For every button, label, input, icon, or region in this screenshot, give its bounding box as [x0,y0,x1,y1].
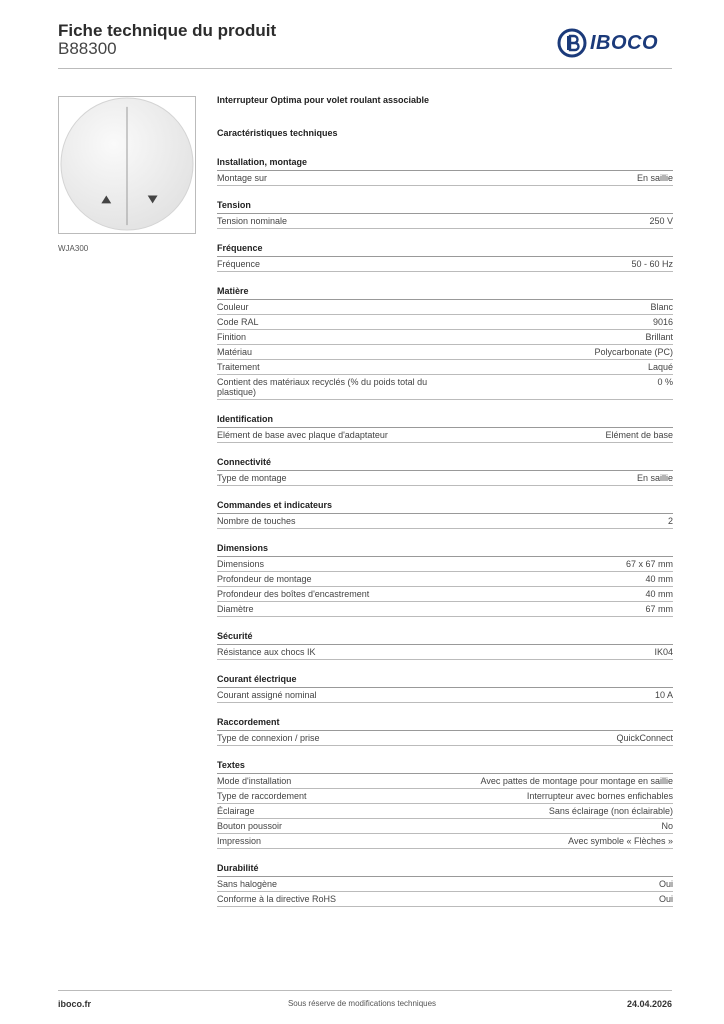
spec-label: Sans halogène [217,879,278,889]
spec-row [217,602,673,617]
section-title: Matière [217,286,673,300]
spec-value: 9016 [652,317,673,327]
spec-value: En saillie [636,173,673,183]
spec-label: Dimensions [217,559,265,569]
spec-section [217,543,673,617]
spec-row [217,645,673,660]
spec-row [217,171,673,186]
spec-row [217,214,673,229]
spec-value: Sans éclairage (non éclairable) [548,806,673,816]
spec-section [217,157,673,186]
spec-row [217,360,673,375]
image-caption: WJA300 [58,244,89,253]
spec-value: Oui [658,879,673,889]
spec-label: Conforme à la directive RoHS [217,894,337,904]
spec-label: Résistance aux chocs IK [217,647,316,657]
spec-value: 2 [667,516,673,526]
spec-section [217,674,673,703]
footer-website[interactable]: iboco.fr [58,999,91,1009]
spec-row [217,315,673,330]
spec-value: 0 % [657,377,673,387]
spec-value: Interrupteur avec bornes enfichables [526,791,673,801]
spec-label: Profondeur des boîtes d'encastrement [217,589,370,599]
spec-row [217,688,673,703]
spec-label: Courant assigné nominal [217,690,317,700]
spec-row [217,257,673,272]
iboco-logo-icon [557,28,587,58]
spec-row [217,471,673,486]
spec-value: Oui [658,894,673,904]
spec-value: Blanc [650,302,673,312]
product-code: B88300 [58,39,117,58]
spec-value: 50 - 60 Hz [631,259,673,269]
spec-label: Type de montage [217,473,287,483]
spec-row [217,572,673,587]
spec-row [217,514,673,529]
spec-value: Laqué [647,362,673,372]
spec-label: Traitement [217,362,260,372]
spec-label: Tension nominale [217,216,288,226]
spec-value: 67 x 67 mm [625,559,673,569]
spec-row [217,300,673,315]
spec-value: En saillie [636,473,673,483]
section-title: Textes [217,760,673,774]
spec-row [217,804,673,819]
spec-value: Avec pattes de montage pour montage en saillie [480,776,673,786]
product-name: Interrupteur Optima pour volet roulant associable [217,95,430,105]
section-title: Fréquence [217,243,673,257]
spec-label: Contient des matériaux recyclés (% du poids total du plastique) [217,377,428,397]
logo-text: IBOCO [590,31,659,54]
footer-date: 24.04.2026 [626,999,672,1009]
roller-shutter-switch-icon [59,97,195,233]
specs-heading: Caractéristiques techniques [217,128,338,138]
spec-row [217,819,673,834]
spec-value: Elément de base [605,430,673,440]
spec-label: Nombre de touches [217,516,296,526]
page-title: Fiche technique du produit [58,21,277,40]
spec-label: Mode d'installation [217,776,292,786]
spec-label: Matériau [217,347,253,357]
spec-section [217,457,673,486]
spec-section [217,286,673,400]
spec-section [217,500,673,529]
section-title: Connectivité [217,457,673,471]
section-title: Courant électrique [217,674,673,688]
spec-label: Bouton poussoir [217,821,283,831]
spec-label: Fréquence [217,259,261,269]
spec-section [217,717,673,746]
spec-value: Avec symbole « Flèches » [568,836,673,846]
brand-logo[interactable] [557,28,658,58]
spec-value: 10 A [654,690,673,700]
spec-row [217,330,673,345]
spec-value: Polycarbonate (PC) [594,347,673,357]
spec-row [217,731,673,746]
section-title: Sécurité [217,631,673,645]
spec-row [217,345,673,360]
spec-row [217,375,673,400]
spec-row [217,774,673,789]
product-image [58,96,196,234]
section-title: Raccordement [217,717,673,731]
spec-value: 67 mm [645,604,673,614]
section-title: Dimensions [217,543,673,557]
spec-row [217,428,673,443]
section-title: Installation, montage [217,157,673,171]
spec-label: Impression [217,836,262,846]
spec-label: Diamètre [217,604,254,614]
spec-label: Type de connexion / prise [217,733,320,743]
section-title: Commandes et indicateurs [217,500,673,514]
spec-section [217,863,673,907]
spec-value: IK04 [654,647,673,657]
spec-section [217,200,673,229]
spec-label: Montage sur [217,173,268,183]
section-title: Identification [217,414,673,428]
spec-value: Brillant [645,332,673,342]
spec-row [217,877,673,892]
spec-value: QuickConnect [616,733,673,743]
spec-label: Type de raccordement [217,791,307,801]
spec-value: 40 mm [645,574,673,584]
spec-sheet [217,95,673,921]
spec-row [217,587,673,602]
spec-section [217,414,673,443]
spec-row [217,834,673,849]
spec-section [217,243,673,272]
spec-value: 250 V [649,216,673,226]
spec-value: 40 mm [645,589,673,599]
section-title: Durabilité [217,863,673,877]
spec-label: Code RAL [217,317,259,327]
spec-section [217,760,673,849]
spec-label: Finition [217,332,247,342]
section-title: Tension [217,200,673,214]
header-divider [58,68,672,69]
spec-label: Profondeur de montage [217,574,312,584]
spec-label: Éclairage [217,806,255,816]
spec-value: No [661,821,673,831]
spec-row [217,557,673,572]
spec-row [217,789,673,804]
spec-label: Elément de base avec plaque d'adaptateur [217,430,388,440]
footer-note: Sous réserve de modifications techniques [287,999,437,1008]
spec-label: Couleur [217,302,249,312]
spec-section [217,631,673,660]
spec-sections [217,157,673,907]
spec-row [217,892,673,907]
footer-divider [58,990,672,991]
